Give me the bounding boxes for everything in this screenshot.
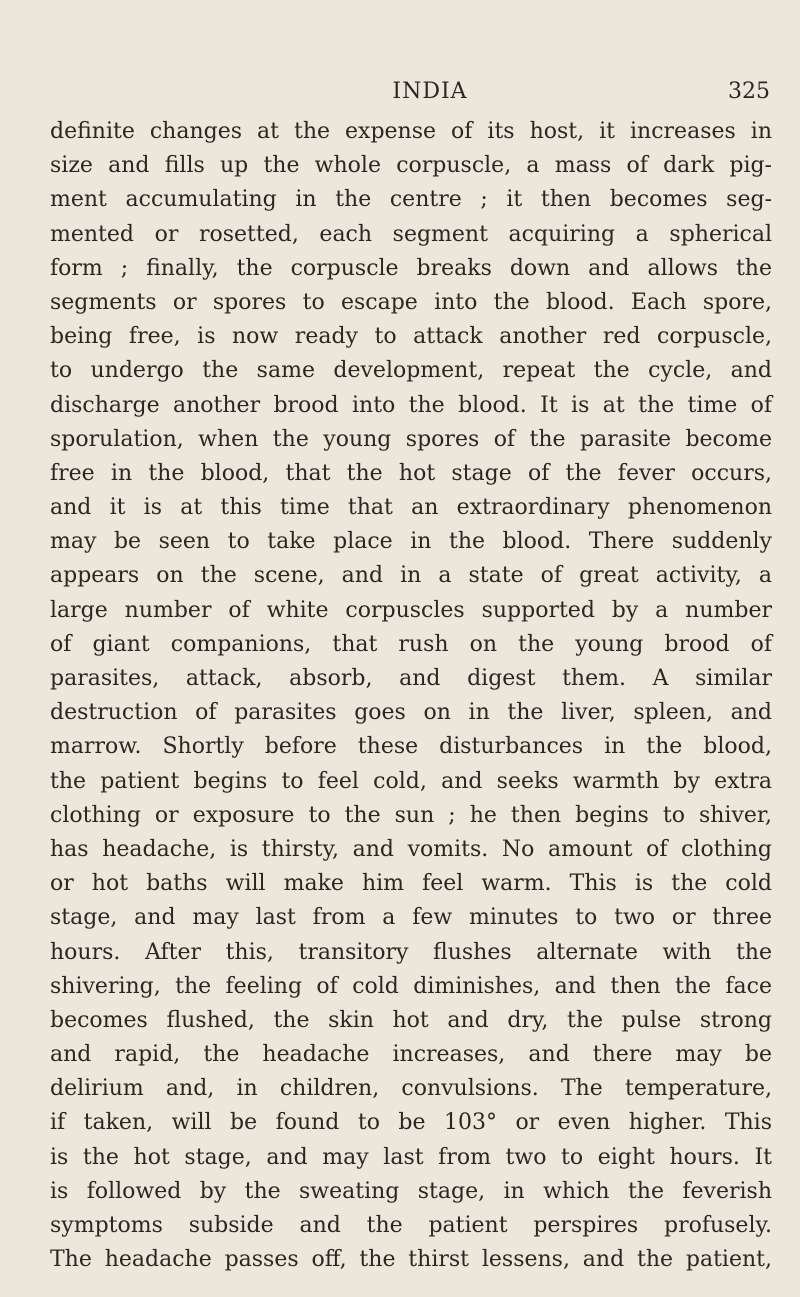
text-line: parasites, attack, absorb, and digest them. A similar (50, 666, 772, 691)
text-line: and it is at this time that an extraordinary phenomenon (50, 495, 772, 521)
text-line: and rapid, the headache increases, and there may be (50, 1042, 772, 1068)
text-line: being free, is now ready to attack another red corpuscle, (50, 324, 772, 350)
text-line: has headache, is thirsty, and vomits. No amount of clothing (50, 836, 772, 862)
running-title: INDIA (392, 79, 468, 104)
text-line: clothing or exposure to the sun ; he then begins to shiver, (50, 802, 772, 828)
text-line: discharge another brood into the blood. It is at the time of (50, 392, 772, 418)
text-line: hours. After this, transitory flushes alternate with the (50, 939, 772, 965)
text-line: ment accumulating in the centre ; it then becomes seg- (50, 187, 772, 213)
text-line: to undergo the same development, repeat the cycle, and (50, 358, 772, 384)
text-line: large number of white corpuscles supported by a number (50, 597, 772, 623)
text-line: appears on the scene, and in a state of great activity, a (50, 563, 772, 589)
text-line: the patient begins to feel cold, and seeks warmth by extra (50, 768, 772, 794)
text-line: free in the blood, that the hot stage of the fever occurs, (50, 460, 772, 486)
text-line: is the hot stage, and may last from two to eight hours. It (50, 1144, 772, 1170)
text-line: The headache passes off, the thirst lessens, and the patient, (50, 1247, 772, 1273)
text-line: may be seen to take place in the blood. There suddenly (50, 529, 772, 555)
text-line: mented or rosetted, each segment acquiring a spherical (50, 221, 772, 247)
page-header (90, 74, 770, 110)
text-line: size and fills up the whole corpuscle, a mass of dark pig- (50, 153, 772, 179)
page-number: 325 (728, 79, 770, 104)
text-line: if taken, will be found to be 103° or even higher. This (50, 1110, 772, 1136)
text-line: shivering, the feeling of cold diminishes, and then the face (50, 973, 772, 999)
text-line: of giant companions, that rush on the young brood of (50, 631, 772, 657)
body-text (50, 115, 772, 1277)
text-line: marrow. Shortly before these disturbances in the blood, (50, 734, 772, 760)
text-line: delirium and, in children, convulsions. The temperature, (50, 1076, 772, 1102)
text-line: is followed by the sweating stage, in which the feverish (50, 1178, 772, 1204)
text-line: form ; finally, the corpuscle breaks down and allows the (50, 255, 772, 281)
text-line: sporulation, when the young spores of the parasite become (50, 426, 772, 452)
text-line: segments or spores to escape into the blood. Each spore, (50, 289, 772, 315)
text-line: stage, and may last from a few minutes to two or three (50, 905, 772, 931)
text-line: symptoms subside and the patient perspires profusely. (50, 1213, 772, 1238)
text-line: becomes flushed, the skin hot and dry, the pulse strong (50, 1007, 772, 1033)
text-line: or hot baths will make him feel warm. This is the cold (50, 871, 772, 897)
text-line: destruction of parasites goes on in the liver, spleen, and (50, 700, 772, 726)
text-line: definite changes at the expense of its host, it increases in (50, 119, 772, 144)
